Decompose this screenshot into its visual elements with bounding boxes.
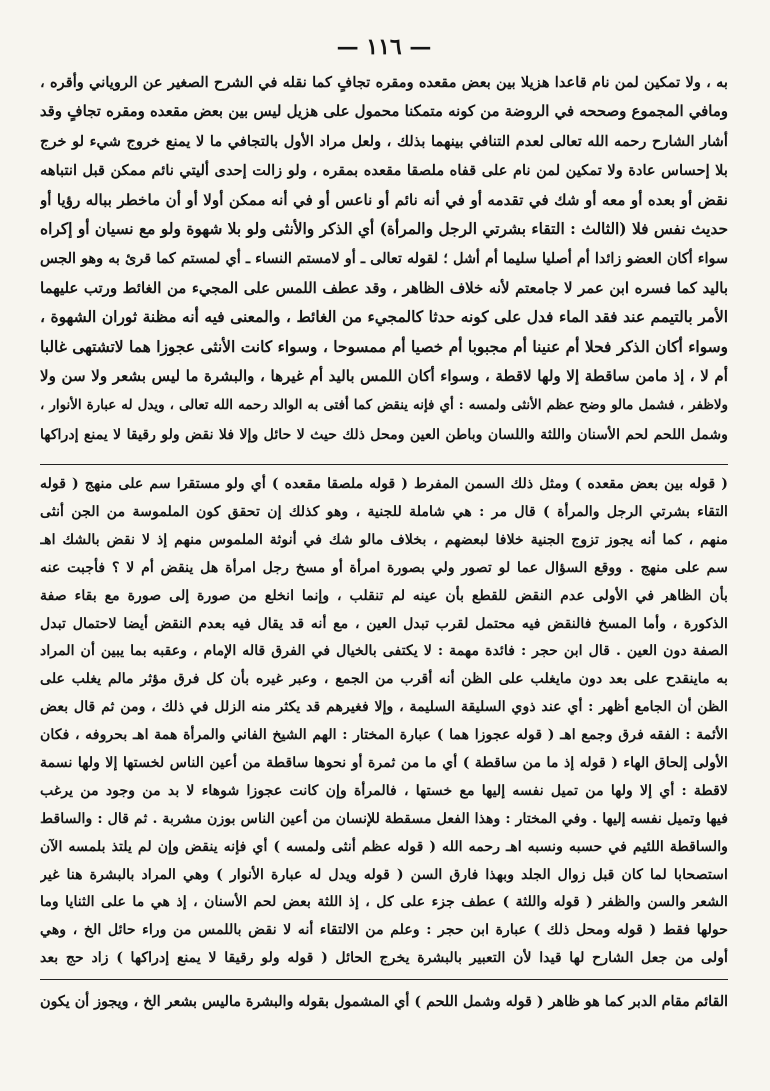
main-text-line: سواء أكان العضو زائدا أم أصليا سليما أم أشل ؛ لقوله تعالى ـ أو لامستم النساء ـ أي لمستم كما قرئ به وهو الجس: [40, 250, 728, 268]
commentary-line: استصحابا لما كان قبل زوال الجلد وبهذا فارق السن ( قوله ويدل له عبارة الأنوار ) وهي المراد بالبشرة هنا غير: [40, 866, 728, 883]
commentary-line: لاقطة : أي إلا ولها من تميل نفسه إليها مع خستها ، فالمرأة وإن كانت عجوزا شوهاء لا بد من وجود من يرغب: [40, 782, 728, 799]
main-text-line: وسواء أكان الذكر فحلا أم عنينا أم مجبوبا أم خصيا أم ممسوحا ، وسواء كانت الأنثى عجوزا هما لاتشتهى غالبا: [40, 337, 728, 356]
footnote-divider: [40, 979, 728, 980]
main-text-line: وشمل اللحم لحم الأسنان واللثة واللسان وباطن العين ومحل ذلك حيث لا حائل وإلا فلا نقض ولو رقيقا لا يمنع إدراكها: [40, 426, 728, 443]
page-header: [40, 0, 728, 68]
main-text-line: بلا إحساس عادة ولا تمكين لمن نام على قفاه ملصقا مقعده بمقره ، ولو زالت إحدى أليتي نائم ممكن قبل انتباهه: [40, 162, 728, 180]
commentary-line: حولها فقط ( قوله ومحل ذلك ) عبارة ابن حجر : وعلم من الالتقاء أنه لا نقض باللمس من وراء حائل الخ ، وهي: [40, 922, 728, 939]
main-text-line: أم لا ، إذ مامن ساقطة إلا ولها لاقطة ، وسواء أكان اللمس باليد أم غيرها ، والبشرة ما ليس بشعر ولا سن ولا: [40, 366, 728, 385]
commentary-text: [40, 471, 728, 973]
main-text-line: ولاظفر ، فشمل مالو وضح عظم الأنثى ولمسه : أي فإنه ينقض كما أفتى به الوالد رحمه الله تعالى ، ويدل له عبارة الأنوار ،: [40, 397, 728, 414]
commentary-line: بأن الظاهر في الأولى عدم النقض للقطع بأن عينه لم تنقلب ، وإنما انخلع من صورة إلى صورة مع بقاء صفة: [40, 587, 728, 604]
section-divider: [40, 464, 728, 465]
commentary-line: منهم ، كما أنه يجوز تزوج الجنية خلافا لبعضهم ، بخلاف مالو شك في أنوثة الملموس منهم إذ لا نقض بالشك اهـ: [40, 531, 728, 548]
commentary-line: الذكورة ، وأما المسخ فالنقض فيه محتمل لقرب تبدل العين ، مع أنه قد يقال فيه بعدم النقض أيضا لاحتمال تبدل: [40, 615, 728, 632]
main-text-line: باليد كما فسره ابن عمر لا جامعتم لأنه خلاف الظاهر ، وقد عطف اللمس على المجيء من الغائط ورتب عليهما: [40, 278, 728, 297]
main-text-line: به ، ولا تمكين لمن نام قاعدا هزيلا بين بعض مقعده ومقره تجافٍ كما نقله في الشرح الصغير عن الروياني وأقره ،: [40, 74, 728, 91]
main-text-line: حديث نفس فلا (الثالث : التقاء بشرتي الرجل والمرأة) أي الذكر والأنثى ولو بلا شهوة ولو مع نسيان أو إكراه: [40, 219, 728, 238]
commentary-line: الشعر والسن والظفر ( قوله واللثة ) عطف جزء على كل ، إذ اللثة بعض لحم الأسنان ، إذ هي ما على الثنايا وما: [40, 894, 728, 911]
main-text: [40, 68, 728, 450]
commentary-line: التقاء بشرتي الرجل والمرأة ) قال مر : هي شاملة للجنية ، وهو كذلك إن تحقق كون الملموسة من الجن أنثى: [40, 503, 728, 520]
commentary-line: فيها وتميل نفسه إليها . وفي المختار : وهذا الفعل مسقطة للإنسان من أعين الناس بوزن مشربة . ثم قال : والساقط: [40, 810, 728, 827]
main-text-line: ومافي المجموع وصححه في الروضة من كونه متمكنا محمول على هزيل ليس بين بعض مقعده ومقره تجافٍ وقد: [40, 102, 728, 121]
main-text-line: نقض أو بعده أو معه أو شك في تقدمه أو في أنه نائم أو ناعس أو في أنه ممكن أولا أو أن ماخطر بباله رؤيا أو: [40, 190, 728, 209]
commentary-line: أولى من جعل الشارح لها قيدا لأن التعبير بالبشرة يخرج الحائل ( قوله ولو رقيقا لا يمنع إدراكها ) زاد حج بعد: [40, 950, 728, 967]
commentary-line: الأئمة : الفقه فرق وجمع اهـ ( قوله عجوزا هما ) عبارة المختار : الهم الشيخ الفاني والمرأة همة اهـ بحروفه ، فكان: [40, 727, 728, 744]
main-text-line: أشار الشارح رحمه الله تعالى لعدم التنافي بينهما بذلك ، ولعل مراد الأول بالتجافي ما لا يمنع خروج شيء لو خرج: [40, 132, 728, 150]
main-text-line: الأمر بالتيمم عند فقد الماء فدل على كونه حدثا كالمجيء من الغائط ، والمعنى فيه أنه مظنة ثوران الشهوة ،: [40, 308, 728, 327]
commentary-line: الصفة دون العين . قال ابن حجر : فائدة مهمة : لا يكتفى بالخيال في الفرق قاله الإمام ، وعقبه بما يبين أن المراد: [40, 643, 728, 660]
commentary-line: به ماينقدح على بعد دون مايغلب على الظن أنه أقرب من الجمع ، وعبر غيره بأن كل فرق مؤثر مالم يغلب على: [40, 671, 728, 688]
footnote-text: [40, 988, 728, 1016]
commentary-line: الظن أن الجامع أظهر : أي عند ذوي السليقة السليمة ، وإلا فغيرهم قد يكثر منه الزلل في ذلك ، ومن ثم قال بعض: [40, 699, 728, 716]
commentary-line: الأولى إلحاق الهاء ( قوله إذ ما من ساقطة ) أي ما من ثمرة أو نحوها ساقطة من أعين الناس لخستها إلا ولها نسمة: [40, 754, 728, 771]
footnote-line: القائم مقام الدبر كما هو ظاهر ( قوله وشمل اللحم ) أي المشمول بقوله والبشرة ماليس بشعر الخ ، ويجوز أن يكون: [40, 994, 728, 1011]
commentary-line: سم على منهج . ووقع السؤال عما لو تصور ولي بصورة امرأة أو مسخ رجل امرأة هل ينقض أم لا ؟ فأجبت عنه: [40, 559, 728, 576]
commentary-line: والساقطة اللئيم في حسبه ونسبه اهـ رحمه الله ( قوله عظم أنثى ولمسه ) أي فإنه ينقض وإن لم يلتذ بلمسه الآن: [40, 838, 728, 855]
page-number: — ١١٦ —: [336, 34, 432, 60]
commentary-line: ( قوله بين بعض مقعده ) ومثل ذلك السمن المفرط ( قوله ملصقا مقعده ) أي ولو مستقرا سم على منهج ( قوله: [40, 476, 728, 493]
